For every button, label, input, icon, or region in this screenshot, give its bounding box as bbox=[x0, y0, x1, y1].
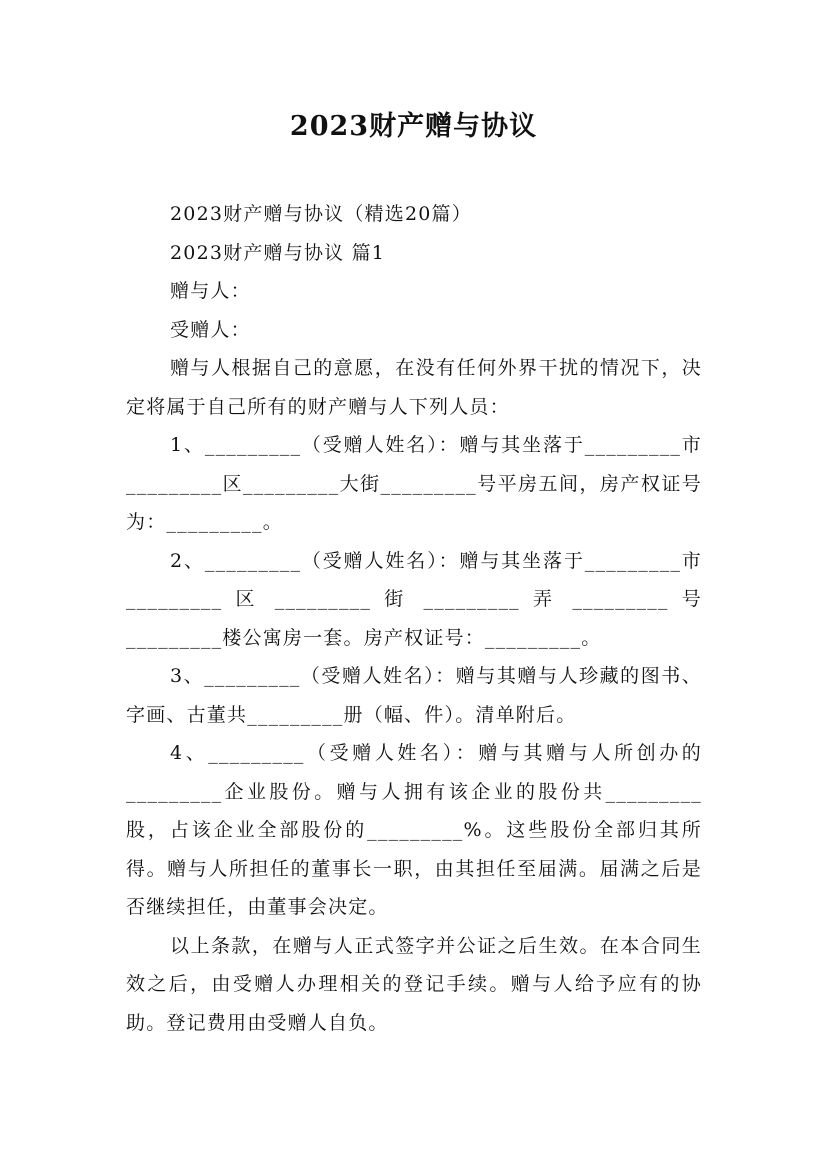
section-heading: 2023财产赠与协议 篇1 bbox=[170, 241, 386, 264]
intro-paragraph: 赠与人根据自己的意愿，在没有任何外界干扰的情况下，决定将属于自己所有的财产赠与人下列人员： bbox=[126, 357, 702, 418]
effectiveness-paragraph: 以上条款，在赠与人正式签字并公证之后生效。在本合同生效之后，由受赠人办理相关的登记手续。赠与人给予应有的协助。登记费用由受赠人自负。 bbox=[126, 934, 702, 1034]
clause-2: 2、_________（受赠人姓名）：赠与其坐落于_________市 _________ 区 _________ 街 _________ 弄 _________ 号_________楼公寓房一套。房产权证号：_________。 bbox=[126, 549, 702, 649]
clause-4: 4、_________（受赠人姓名）：赠与其赠与人所创办的_________企业股份。赠与人拥有该企业的股份共_________股，占该企业全部股份的_________%。这些股份全部归其所得。赠与人所担任的董事长一职，由其担任至届满。届满之后是否继续担任，由董事会决定。 bbox=[126, 742, 702, 918]
document-title: 2023财产赠与协议 bbox=[289, 111, 538, 142]
clause-3: 3、_________（受赠人姓名）：赠与其赠与人珍藏的图书、字画、古董共_________册（幅、件）。清单附后。 bbox=[126, 665, 702, 726]
donee-line: 受赠人： bbox=[170, 318, 251, 341]
subtitle-collection: 2023财产赠与协议（精选20篇） bbox=[170, 203, 472, 225]
clause-1: 1、_________（受赠人姓名）：赠与其坐落于_________市_________区_________大街_________号平房五间，房产权证号为：_________。 bbox=[126, 434, 702, 533]
donor-line: 赠与人： bbox=[170, 280, 251, 302]
document-body bbox=[126, 195, 702, 1042]
